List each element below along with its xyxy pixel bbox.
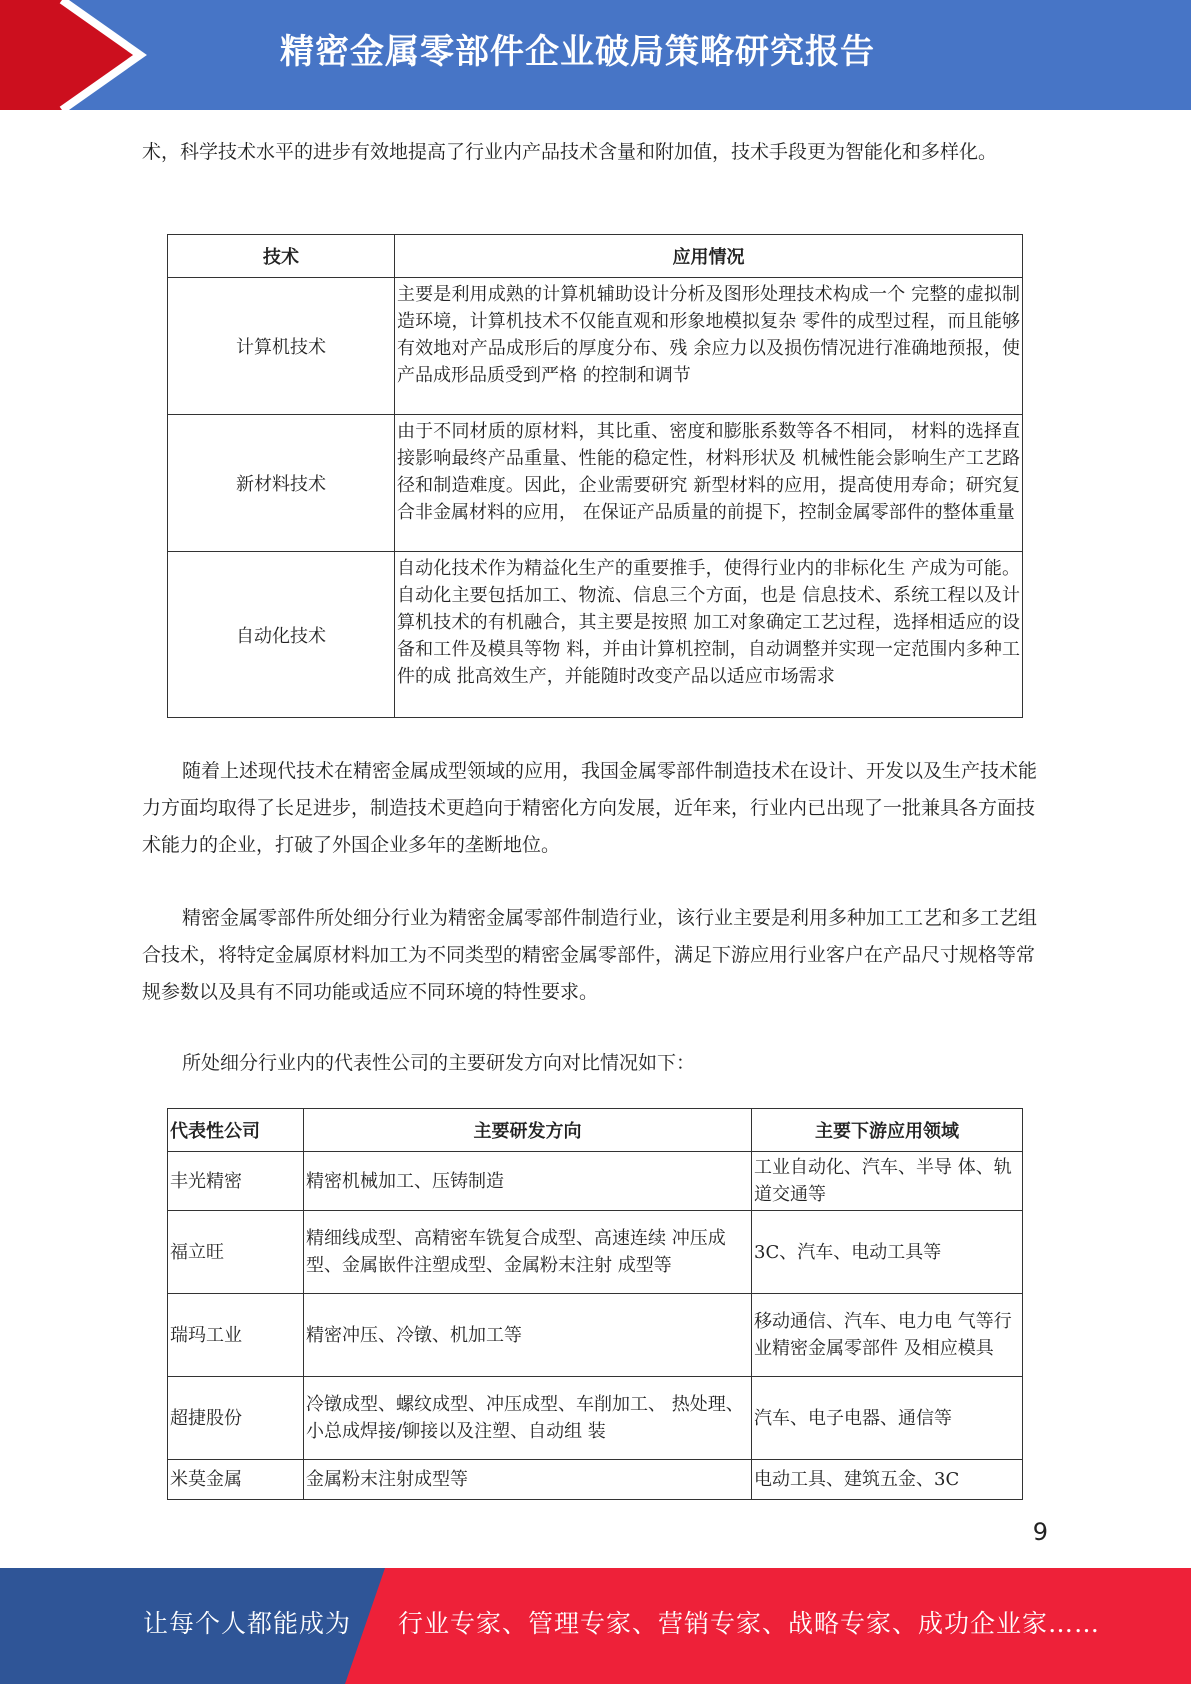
- paragraph-development: 随着上述现代技术在精密金属成型领域的应用，我国金属零部件制造技术在设计、开发以及生产技术能力方面均取得了长足进步，制造技术更趋向于精密化方向发展，近年来，行业内已出现了一批兼具各方面技术能力的企业，打破了外国企业多年的垄断地位。: [142, 760, 1038, 856]
- tech-name: 计算机技术: [168, 278, 395, 415]
- table-row: [168, 1294, 1023, 1377]
- company-name: 丰光精密: [168, 1152, 304, 1211]
- company-field: 电动工具、建筑五金、3C: [752, 1460, 1023, 1500]
- table-header-row: [168, 1109, 1023, 1152]
- table-row: [168, 552, 1023, 718]
- paragraph-intro: 术，科学技术水平的进步有效地提高了行业内产品技术含量和附加值，技术手段更为智能化和多样化。: [142, 141, 998, 163]
- tech-name: 新材料技术: [168, 415, 395, 552]
- table-row: [168, 1460, 1023, 1500]
- header-company: 代表性公司: [168, 1109, 304, 1152]
- page-number: 9: [1032, 1518, 1048, 1546]
- company-direction: 精细线成型、高精密车铣复合成型、高速连续 冲压成型、金属嵌件注塑成型、金属粉末注射 成型等: [304, 1211, 752, 1294]
- tech-name: 自动化技术: [168, 552, 395, 718]
- paragraph-comparison-intro: 所处细分行业内的代表性公司的主要研发方向对比情况如下：: [182, 1052, 696, 1074]
- company-direction: 精密冲压、冷镦、机加工等: [304, 1294, 752, 1377]
- company-name: 米莫金属: [168, 1460, 304, 1500]
- header-application: 应用情况: [395, 235, 1023, 278]
- table-row: [168, 278, 1023, 415]
- company-direction: 冷镦成型、螺纹成型、冲压成型、车削加工、 热处理、小总成焊接/铆接以及注塑、自动组 装: [304, 1377, 752, 1460]
- company-name: 瑞玛工业: [168, 1294, 304, 1377]
- tech-description: 由于不同材质的原材料，其比重、密度和膨胀系数等各不相同， 材料的选择直接影响最终产品重量、性能的稳定性，材料形状及 机械性能会影响生产工艺路径和制造难度。因此，企业需要研究 新型材料的应用，提高使用寿命；研究复合非金属材料的应用， 在保证产品质量的前提下，控制金属零部件的整体重量: [395, 415, 1023, 552]
- company-name: 福立旺: [168, 1211, 304, 1294]
- company-direction: 金属粉末注射成型等: [304, 1460, 752, 1500]
- page-header: [0, 0, 1191, 110]
- company-direction: 精密机械加工、压铸制造: [304, 1152, 752, 1211]
- company-field: 汽车、电子电器、通信等: [752, 1377, 1023, 1460]
- company-field: 工业自动化、汽车、半导 体、轨道交通等: [752, 1152, 1023, 1211]
- company-name: 超捷股份: [168, 1377, 304, 1460]
- company-field: 3C、汽车、电动工具等: [752, 1211, 1023, 1294]
- table-row: [168, 1152, 1023, 1211]
- tech-description: 自动化技术作为精益化生产的重要推手，使得行业内的非标化生 产成为可能。自动化主要包括加工、物流、信息三个方面，也是 信息技术、系统工程以及计算机技术的有机融合，其主要是按照 加工对象确定工艺过程，选择相适应的设备和工件及模具等物 料，并由计算机控制，自动调整并实现一定范围内多种工件的成 批高效生产，并能随时改变产品以适应市场需求: [395, 552, 1023, 718]
- table-row: [168, 1211, 1023, 1294]
- technology-table: [167, 234, 1023, 718]
- page-footer: [0, 1568, 1191, 1684]
- footer-slogan-right: 行业专家、管理专家、营销专家、战略专家、成功企业家……: [398, 1609, 1101, 1638]
- header-tech: 技术: [168, 235, 395, 278]
- table-row: [168, 415, 1023, 552]
- company-comparison-table: [167, 1108, 1023, 1500]
- report-title: 精密金属零部件企业破局策略研究报告: [280, 32, 875, 72]
- paragraph-industry: 精密金属零部件所处细分行业为精密金属零部件制造行业，该行业主要是利用多种加工工艺和多工艺组合技术，将特定金属原材料加工为不同类型的精密金属零部件，满足下游应用行业客户在产品尺寸规格等常规参数以及具有不同功能或适应不同环境的特性要求。: [142, 907, 1038, 1003]
- table-row: [168, 1377, 1023, 1460]
- header-direction: 主要研发方向: [304, 1109, 752, 1152]
- tech-description: 主要是利用成熟的计算机辅助设计分析及图形处理技术构成一个 完整的虚拟制造环境，计算机技术不仅能直观和形象地模拟复杂 零件的成型过程，而且能够有效地对产品成形后的厚度分布、残 余应力以及损伤情况进行准确地预报，使产品成形品质受到严格 的控制和调节: [395, 278, 1023, 415]
- header-field: 主要下游应用领域: [752, 1109, 1023, 1152]
- table-header-row: [168, 235, 1023, 278]
- company-field: 移动通信、汽车、电力电 气等行业精密金属零部件 及相应模具: [752, 1294, 1023, 1377]
- footer-slogan-left: 让每个人都能成为: [143, 1609, 352, 1638]
